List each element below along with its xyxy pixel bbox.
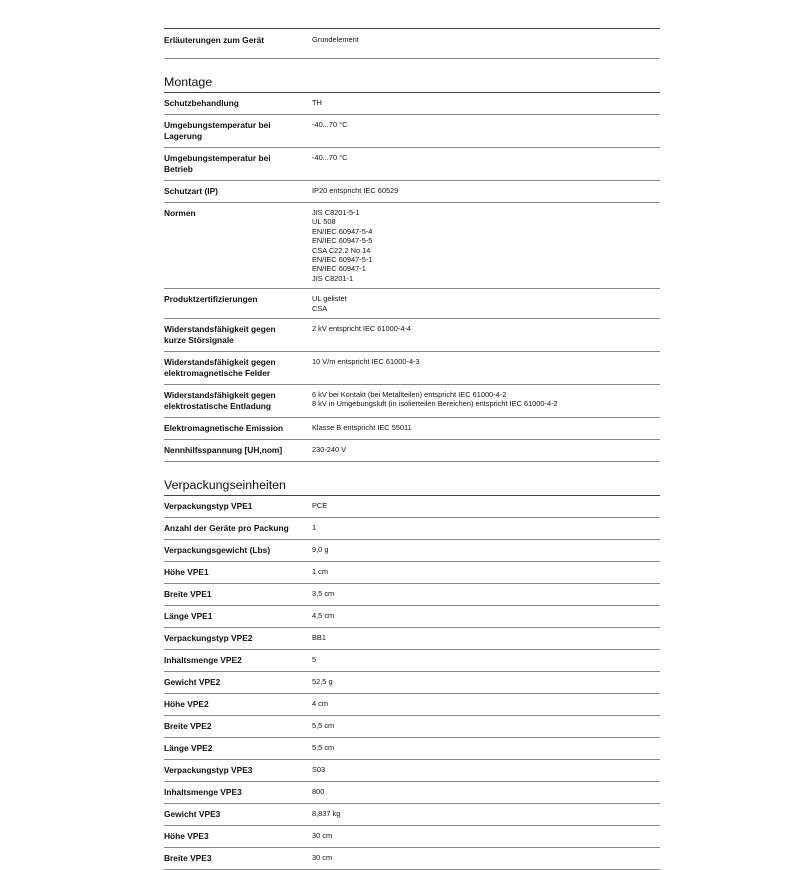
row-value: 1 — [312, 523, 317, 533]
row-label: Umgebungstemperatur bei Lagerung — [164, 120, 271, 141]
row-label: Inhaltsmenge VPE3 — [164, 787, 242, 798]
montage-table — [164, 93, 660, 462]
table-row — [164, 496, 660, 518]
row-value: 2 kV entspricht IEC 61000-4-4 — [312, 324, 412, 334]
table-row — [164, 540, 660, 562]
row-value: 4,5 cm — [312, 611, 335, 621]
table-row — [164, 782, 660, 804]
intro-row — [164, 29, 660, 59]
table-row — [164, 606, 660, 628]
table-row — [164, 826, 660, 848]
row-label: Länge VPE1 — [164, 611, 213, 622]
row-label: Umgebungstemperatur bei Betrieb — [164, 153, 271, 174]
row-value: UL gelistet CSA — [312, 294, 347, 313]
row-value: 230-240 V — [312, 445, 347, 455]
row-value: 6 kV bei Kontakt (bei Metallteilen) entspricht IEC 61000-4-2 8 kV in Umgebungsluft (in isolierteilen Bereichen) entspricht IEC 61000-4-2 — [312, 390, 558, 409]
row-value: 3,5 cm — [312, 589, 335, 599]
row-value: 800 — [312, 787, 325, 797]
row-label: Widerstandsfähigkeit gegen elektromagnetische Felder — [164, 357, 276, 379]
row-label: Normen — [164, 208, 196, 218]
table-row — [164, 716, 660, 738]
row-value: TH — [312, 98, 322, 107]
verpackung-table — [164, 496, 660, 870]
row-label: Höhe VPE1 — [164, 567, 209, 578]
table-row — [164, 848, 660, 870]
row-label: Breite VPE3 — [164, 853, 212, 864]
table-row — [164, 518, 660, 540]
table-row — [164, 385, 660, 418]
row-label: Verpackungsgewicht (Lbs) — [164, 545, 271, 556]
row-value: 9,0 g — [312, 545, 329, 555]
table-row — [164, 115, 660, 148]
row-label: Widerstandsfähigkeit gegen elektrostatische Entladung — [164, 390, 276, 412]
table-row — [164, 804, 660, 826]
row-label: Verpackungstyp VPE2 — [164, 633, 253, 644]
section-title-verpackung: Verpackungseinheiten — [164, 462, 660, 496]
row-value: 4 cm — [312, 699, 329, 709]
row-value: 30 cm — [312, 853, 333, 863]
table-row — [164, 584, 660, 606]
row-label: Nennhilfsspannung [UH,nom] — [164, 445, 283, 456]
table-row — [164, 148, 660, 181]
row-value: 30 cm — [312, 831, 333, 841]
row-value: 10 V/m entspricht IEC 61000-4-3 — [312, 357, 420, 367]
row-label: Gewicht VPE3 — [164, 809, 221, 820]
row-label: Gewicht VPE2 — [164, 677, 221, 688]
row-label: Schutzbehandlung — [164, 98, 239, 108]
row-label: Anzahl der Geräte pro Packung — [164, 523, 289, 534]
row-value: 5,5 cm — [312, 721, 335, 731]
table-row — [164, 694, 660, 716]
row-value: 5 — [312, 655, 317, 665]
row-label: Produktzertifizierungen — [164, 294, 258, 305]
table-row — [164, 760, 660, 782]
row-value: 5,5 cm — [312, 743, 335, 753]
row-label: Höhe VPE3 — [164, 831, 209, 842]
row-label: Länge VPE2 — [164, 743, 213, 754]
row-value: Grundelement — [312, 35, 359, 44]
table-row — [164, 672, 660, 694]
row-value: PCE — [312, 501, 328, 511]
table-row — [164, 418, 660, 440]
row-value: JIS C8201-5-1 UL 508 EN/IEC 60947-5-4 EN/IEC 60947-5-5 CSA C22.2 No 14 EN/IEC 60947-5-1 EN/IEC 60947-1 JIS C8201-1 — [312, 208, 373, 283]
row-label: Schutzart (IP) — [164, 186, 218, 196]
row-value: 52,5 g — [312, 677, 333, 687]
table-row — [164, 562, 660, 584]
table-row — [164, 440, 660, 462]
row-label: Inhaltsmenge VPE2 — [164, 655, 242, 666]
row-label: Erläuterungen zum Gerät — [164, 35, 265, 45]
row-value: 1 cm — [312, 567, 329, 577]
table-row — [164, 628, 660, 650]
table-row — [164, 319, 660, 352]
table-row — [164, 650, 660, 672]
spec-sheet — [164, 28, 660, 870]
row-value: -40...70 °C — [312, 120, 348, 129]
row-label: Höhe VPE2 — [164, 699, 209, 710]
row-value: Klasse B entspricht IEC 55011 — [312, 423, 412, 433]
row-label: Verpackungstyp VPE3 — [164, 765, 253, 776]
section-title-montage: Montage — [164, 59, 660, 93]
row-value: BB1 — [312, 633, 326, 643]
table-row — [164, 738, 660, 760]
row-value: -40...70 °C — [312, 153, 348, 162]
table-row — [164, 181, 660, 203]
table-row — [164, 289, 660, 319]
row-value: S03 — [312, 765, 326, 775]
row-value: 8,837 kg — [312, 809, 341, 819]
row-value: IP20 entspricht IEC 60529 — [312, 186, 399, 195]
table-row — [164, 352, 660, 385]
row-label: Widerstandsfähigkeit gegen kurze Störsignale — [164, 324, 276, 346]
table-row — [164, 203, 660, 289]
row-label: Breite VPE2 — [164, 721, 212, 732]
table-row — [164, 93, 660, 115]
row-label: Elektromagnetische Emission — [164, 423, 284, 434]
row-label: Verpackungstyp VPE1 — [164, 501, 253, 512]
row-label: Breite VPE1 — [164, 589, 212, 600]
